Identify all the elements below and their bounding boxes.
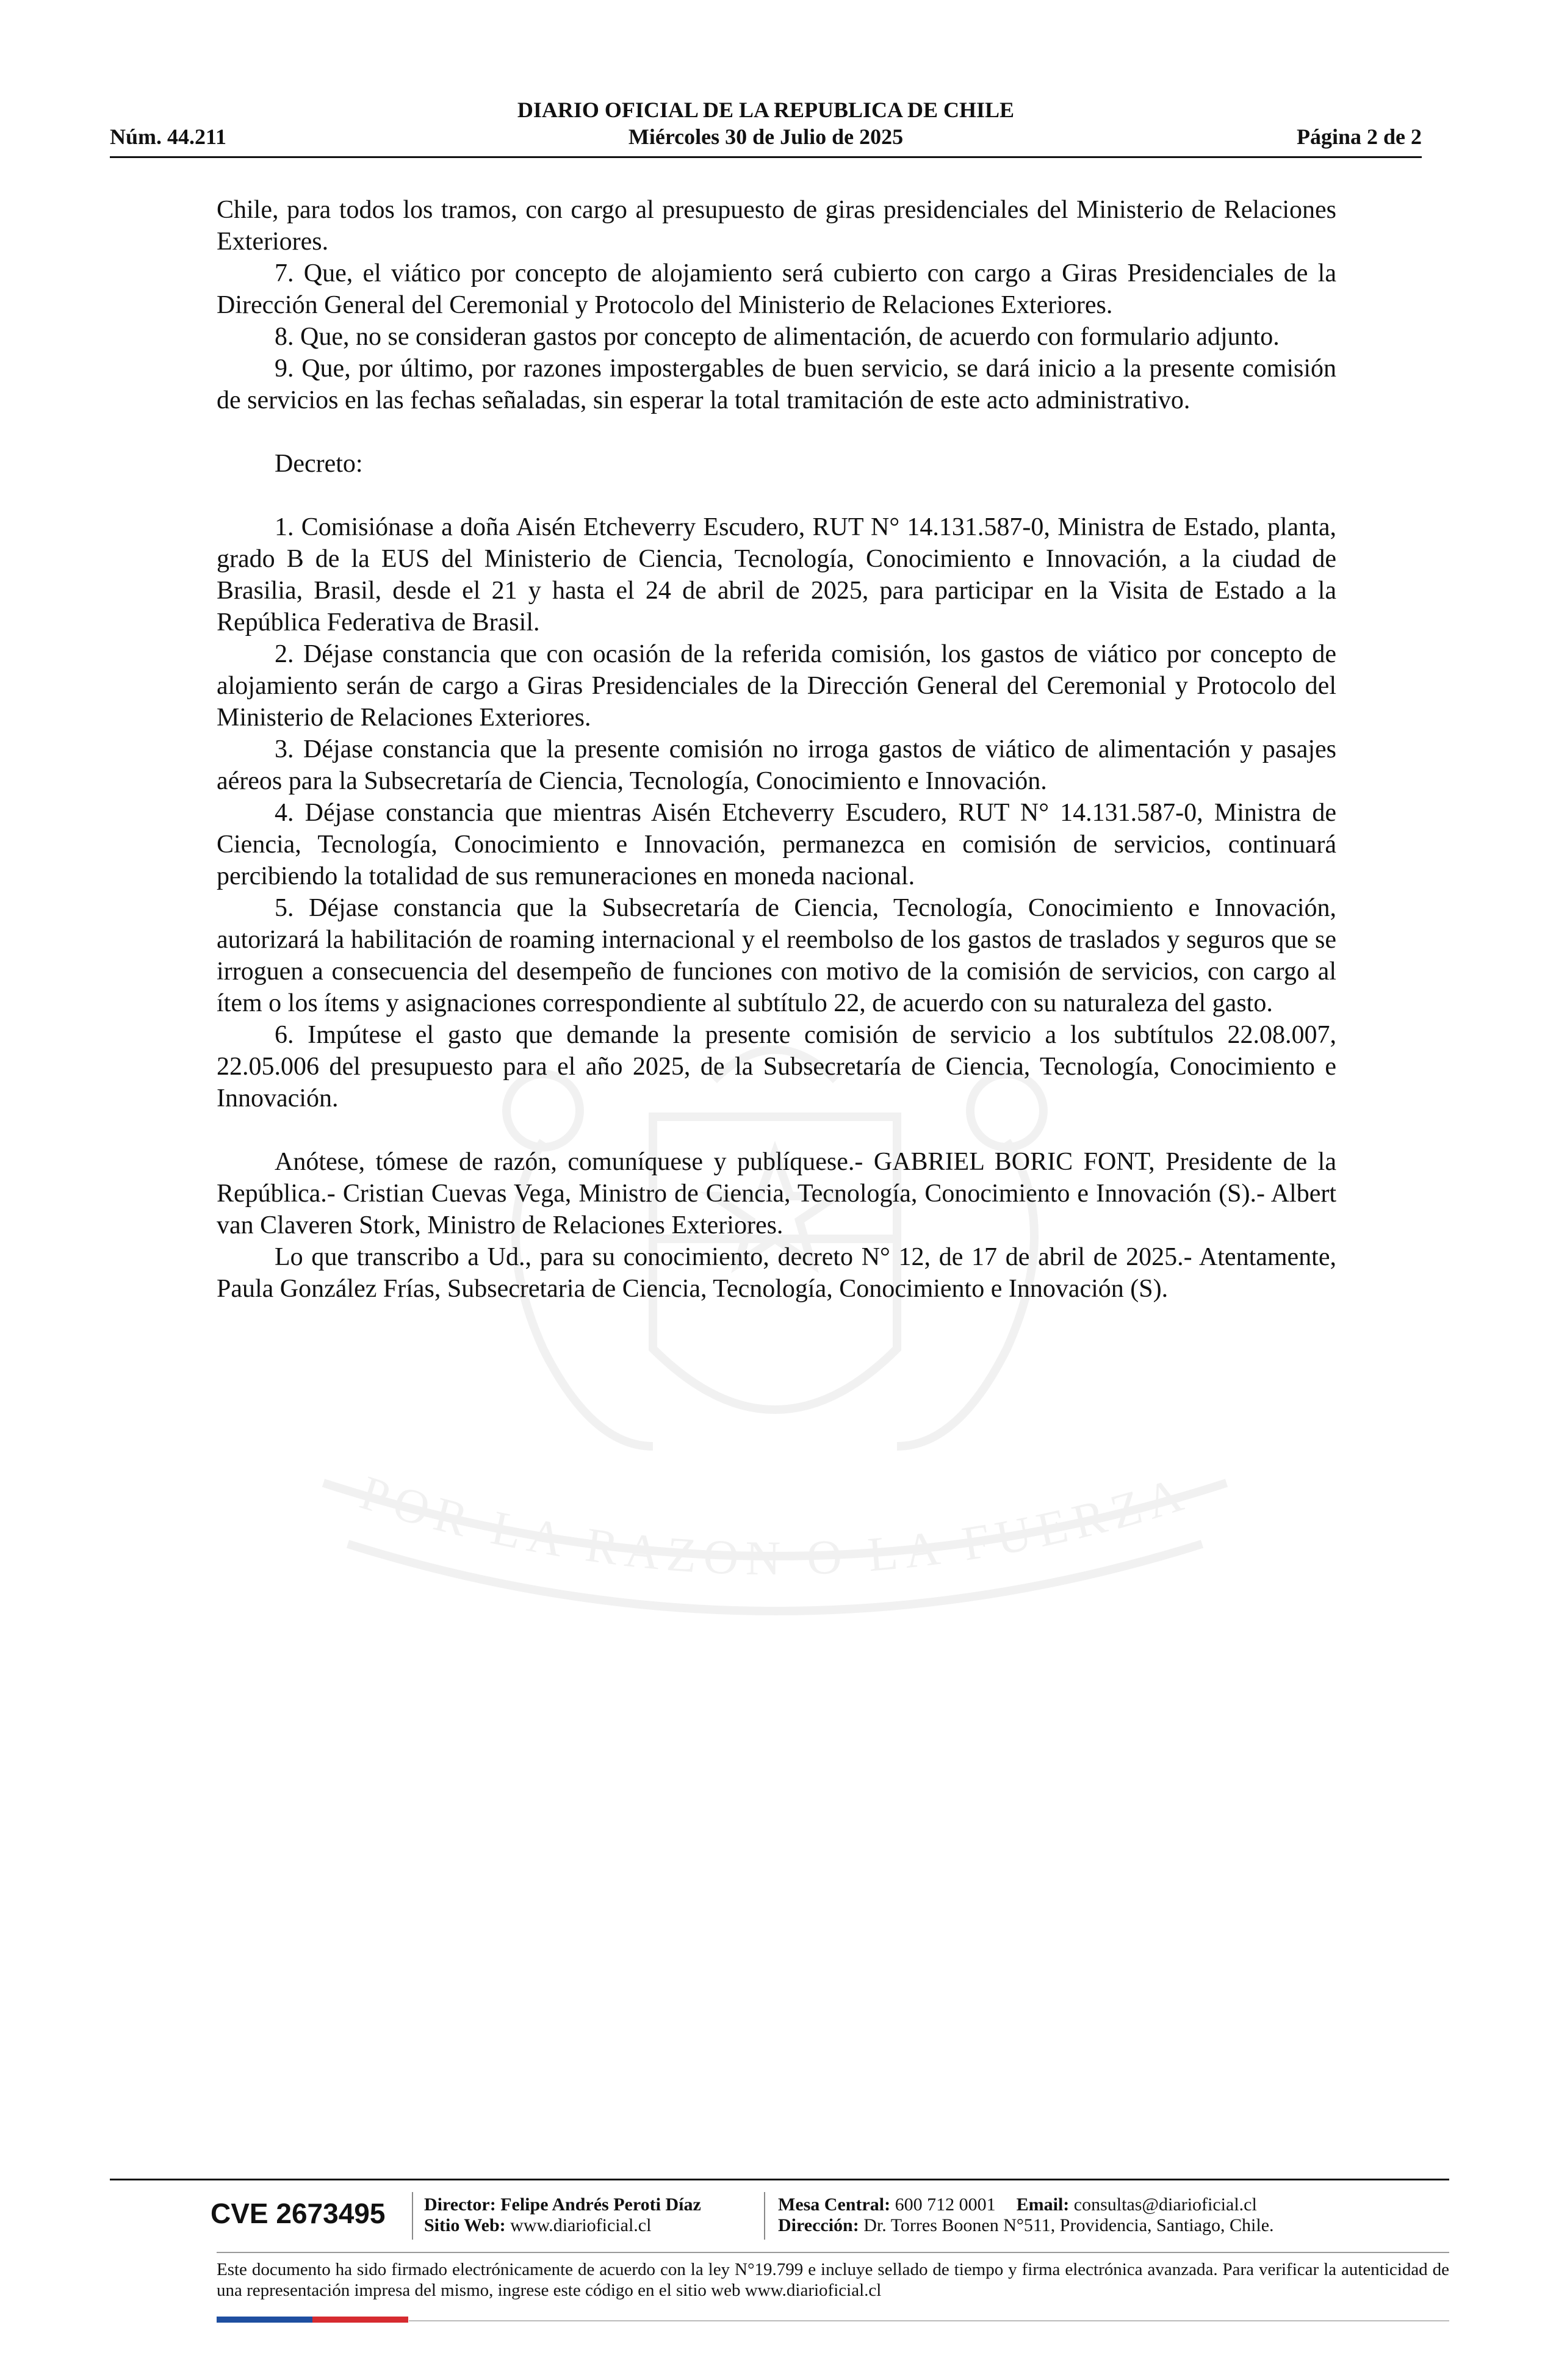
phone-number: 600 712 0001 — [895, 2194, 996, 2215]
considerando-8: 8. Que, no se consideran gastos por concepto de alimentación, de acuerdo con formulario adjunto. — [275, 323, 1280, 351]
cve-code: CVE 2673495 — [211, 2198, 386, 2229]
page-header — [110, 95, 1422, 159]
footer-separator — [412, 2192, 413, 2240]
header-divider — [110, 156, 1422, 158]
legal-notice: Este documento ha sido firmado electrónicamente de acuerdo con la ley N°19.799 e incluye sellado de tiempo y firma electrónica avanzada. Para verificar la autenticidad de una representación impresa del mismo, ingrese este código en el sitio web www.diarioficial.cl — [217, 2260, 1449, 2300]
considerando-7: 7. Que, el viático por concepto de alojamiento será cubierto con cargo a Giras Presidenciales de la Dirección General del Ceremonial y Protocolo del Ministerio de Relaciones Exteriores. — [217, 259, 1336, 319]
issue-date: Miércoles 30 de Julio de 2025 — [628, 124, 904, 149]
decree-article-5: 5. Déjase constancia que la Subsecretaría de Ciencia, Tecnología, Conocimiento e Innovación, autorizará la habilitación de roaming internacional y el reembolso de los gastos de traslados y seguros que se irroguen a consecuencia del desempeño de funciones con motivo de la comisión de servicios, con cargo al ítem o los ítems y asignaciones correspondiente al subtítulo 22, de acuerdo con su naturaleza del gasto. — [217, 894, 1336, 1017]
considerando-9: 9. Que, por último, por razones impostergables de buen servicio, se dará inicio a la presente comisión de servicios en las fechas señaladas, sin esperar la total tramitación de este acto administrativo. — [217, 355, 1336, 414]
phone-label: Mesa Central: — [778, 2194, 891, 2215]
watermark-motto: POR LA RAZON O LA FUERZA — [354, 1465, 1196, 1586]
email-label: Email: — [1016, 2194, 1070, 2215]
website-label: Sitio Web: — [424, 2215, 506, 2235]
page-footer — [110, 2179, 1449, 2325]
flag-color-bar — [217, 2317, 409, 2323]
issue-number: Núm. 44.211 — [110, 124, 227, 149]
paragraph-continuation: Chile, para todos los tramos, con cargo al presupuesto de giras presidenciales del Ministerio de Relaciones Exteriores. — [217, 196, 1336, 256]
website-link[interactable]: www.diarioficial.cl — [510, 2215, 652, 2235]
flag-red-segment — [312, 2317, 408, 2323]
address-label: Dirección: — [778, 2215, 859, 2235]
email-link[interactable]: consultas@diarioficial.cl — [1073, 2194, 1257, 2215]
director-label: Director: — [424, 2194, 496, 2215]
document-body — [217, 194, 1336, 1305]
address-text: Dr. Torres Boonen N°511, Providencia, Santiago, Chile. — [863, 2215, 1274, 2235]
footer-director-block — [424, 2194, 701, 2236]
flag-blue-segment — [217, 2317, 312, 2323]
publication-title: DIARIO OFICIAL DE LA REPUBLICA DE CHILE — [517, 98, 1015, 122]
footer-divider — [217, 2252, 1449, 2253]
svg-text:POR LA RAZON O LA FUERZA — [354, 1466, 1196, 1585]
decree-article-4: 4. Déjase constancia que mientras Aisén Etcheverry Escudero, RUT N° 14.131.587-0, Ministra de Ciencia, Tecnología, Conocimiento e Innovación, permanezca en comisión de servicios, continuará percibiendo la totalidad de sus remuneraciones en moneda nacional. — [217, 799, 1336, 890]
page-number: Página 2 de 2 — [1296, 124, 1422, 149]
footer-top-divider — [110, 2179, 1449, 2180]
decree-article-3: 3. Déjase constancia que la presente comisión no irroga gastos de viático de alimentación y pasajes aéreos para la Subsecretaría de Ciencia, Tecnología, Conocimiento e Innovación. — [217, 735, 1336, 795]
director-name: Felipe Andrés Peroti Díaz — [500, 2194, 701, 2215]
footer-contact-block — [778, 2194, 1274, 2236]
decree-article-2: 2. Déjase constancia que con ocasión de la referida comisión, los gastos de viático por concepto de alojamiento serán de cargo a Giras Presidenciales de la Dirección General del Ceremonial y Protocolo del Ministerio de Relaciones Exteriores. — [217, 640, 1336, 732]
footer-separator — [764, 2192, 765, 2240]
decree-article-1: 1. Comisiónase a doña Aisén Etcheverry Escudero, RUT N° 14.131.587-0, Ministra de Estado, planta, grado B de la EUS del Ministerio de Ciencia, Tecnología, Conocimiento e Innovación, a la ciudad de Brasilia, Brasil, desde el 21 y hasta el 24 de abril de 2025, para participar en la Visita de Estado a la República Federativa de Brasil. — [217, 513, 1336, 636]
closing-signatures: Anótese, tómese de razón, comuníquese y publíquese.- GABRIEL BORIC FONT, Presidente de la República.- Cristian Cuevas Vega, Ministro de Ciencia, Tecnología, Conocimiento e Innovación (S).- Albert van Claveren Stork, Ministro de Relaciones Exteriores. — [217, 1148, 1336, 1239]
footer-bottom-divider — [409, 2320, 1449, 2321]
decree-article-6: 6. Impútese el gasto que demande la presente comisión de servicio a los subtítulos 22.08.007, 22.05.006 del presupuesto para el año 2025, de la Subsecretaría de Ciencia, Tecnología, Conocimiento e Innovación. — [217, 1021, 1336, 1112]
decreto-heading: Decreto: — [275, 450, 363, 478]
closing-transcription: Lo que transcribo a Ud., para su conocimiento, decreto N° 12, de 17 de abril de 2025.- Atentamente, Paula González Frías, Subsecretaria de Ciencia, Tecnología, Conocimiento e Innovación (S). — [217, 1243, 1336, 1303]
